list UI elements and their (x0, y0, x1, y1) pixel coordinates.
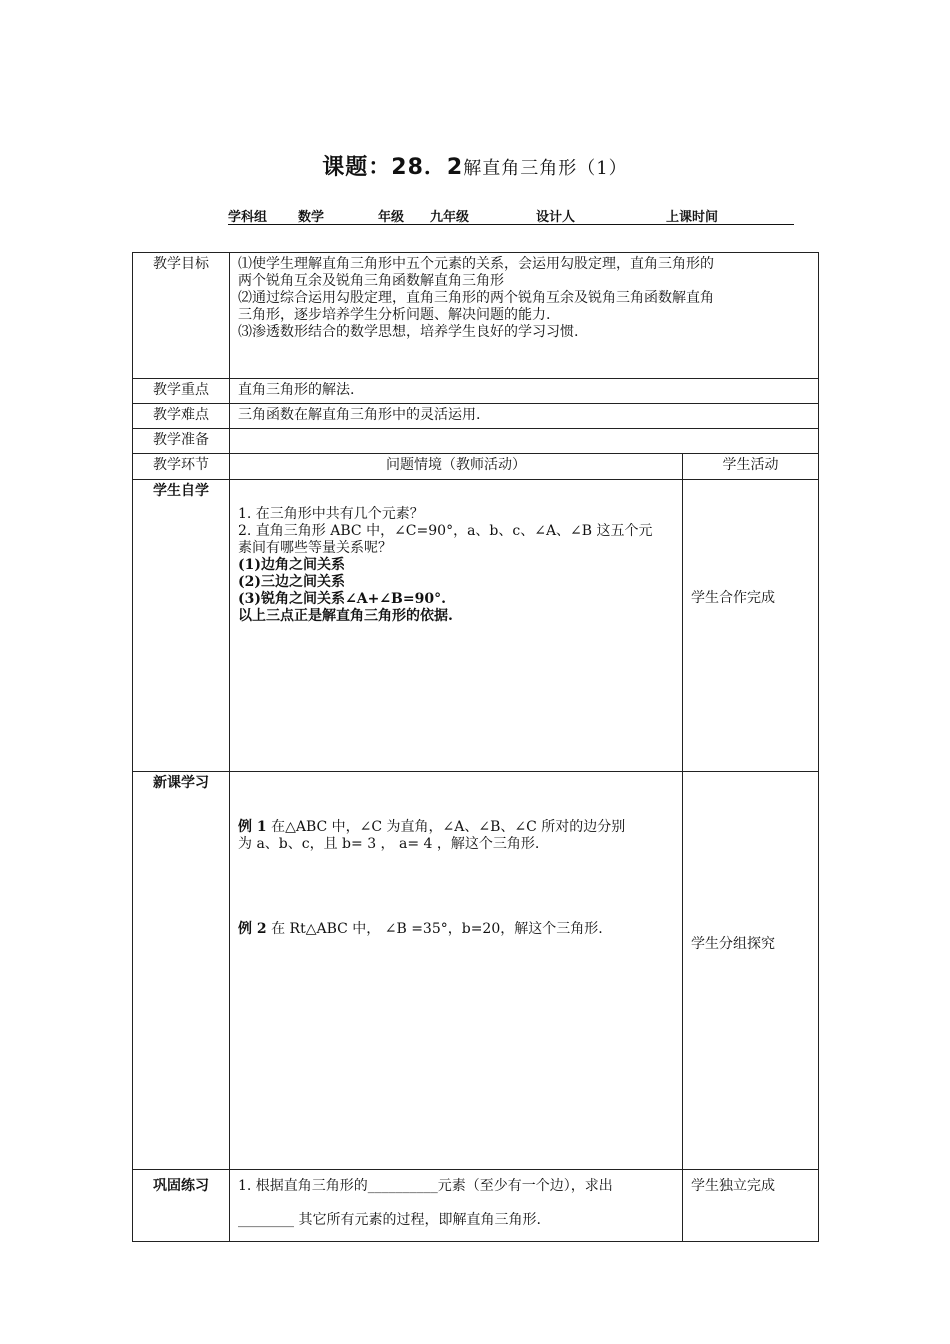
designer-label: 设计人 (536, 210, 576, 225)
teacher-activity-header: 问题情境（教师活动） (230, 454, 683, 480)
row-focus (133, 379, 819, 404)
example-2-text: 在 Rt△ABC 中， ∠B =35°，b=20，解这个三角形. (266, 921, 603, 937)
example-1-line-1 (238, 819, 674, 836)
student-activity-header: 学生活动 (683, 454, 819, 480)
difficulty-label: 教学难点 (133, 404, 230, 429)
self-study-line: 1. 在三角形中共有几个元素？ (238, 506, 424, 522)
example-2-tag: 例 2 (238, 921, 267, 937)
new-lesson-label: 新课学习 (133, 772, 230, 1170)
new-lesson-activity: 学生分组探究 (683, 772, 819, 1170)
focus-label: 教学重点 (133, 379, 230, 404)
goal-line: 两个锐角互余及锐角三角函数解直角三角形 (238, 273, 504, 289)
self-study-label: 学生自学 (133, 480, 230, 772)
difficulty-text: 三角函数在解直角三角形中的灵活运用. (230, 404, 819, 429)
goal-line: ⑶渗透数形结合的数学思想，培养学生良好的学习习惯. (238, 324, 579, 340)
example-1-text: 在△ABC 中，∠C 为直角，∠A、∠B、∠C 所对的边分别 (266, 819, 626, 835)
row-difficulty (133, 404, 819, 429)
self-study-content (230, 480, 683, 772)
grade-value: 九年级 (430, 210, 470, 225)
subject-value: 数学 (298, 210, 325, 225)
row-header (133, 454, 819, 480)
row-new-lesson (133, 772, 819, 1170)
goals-label: 教学目标 (133, 253, 230, 379)
practice-activity: 学生独立完成 (683, 1170, 819, 1242)
self-study-bold-line: (1)边角之间关系 (238, 557, 345, 573)
row-prep (133, 429, 819, 454)
class-time-label: 上课时间 (666, 210, 719, 225)
goal-line: 三角形，逐步培养学生分析问题、解决问题的能力. (238, 307, 551, 323)
example-1-tag: 例 1 (238, 819, 267, 835)
title-rest: 解直角三角形（1） (463, 158, 628, 179)
self-study-bold-line: (3)锐角之间关系∠A+∠B=90°. (238, 591, 446, 607)
meta-line (228, 206, 794, 225)
example-1-line-2: 为 a、b、c，且 b= 3 ， a= 4 ，解这个三角形. (238, 836, 540, 852)
page-title (0, 150, 950, 181)
row-goals (133, 253, 819, 379)
self-study-line: 素间有哪些等量关系呢？ (238, 540, 392, 556)
practice-content (230, 1170, 683, 1242)
self-study-line: 2. 直角三角形 ABC 中，∠C=90°，a、b、c、∠A、∠B 这五个元 (238, 523, 653, 539)
title-lead: 课题：28．2 (322, 155, 464, 180)
focus-text: 直角三角形的解法. (230, 379, 819, 404)
row-self-study (133, 480, 819, 772)
practice-line-1: 1. 根据直角三角形的__________元素（至少有一个边），求出 (238, 1178, 613, 1194)
goal-line: ⑵通过综合运用勾股定理，直角三角形的两个锐角互余及锐角三角函数解直角 (238, 290, 714, 306)
prep-label: 教学准备 (133, 429, 230, 454)
goal-line: ⑴使学生理解直角三角形中五个元素的关系，会运用勾股定理，直角三角形的 (238, 256, 714, 272)
lesson-plan-table (132, 252, 819, 1242)
practice-line-2: ________ 其它所有元素的过程，即解直角三角形. (238, 1212, 541, 1228)
self-study-bold-line: 以上三点正是解直角三角形的依据. (238, 608, 453, 624)
self-study-activity: 学生合作完成 (683, 480, 819, 772)
goals-content (230, 253, 819, 379)
new-lesson-content (230, 772, 683, 1170)
stage-header: 教学环节 (133, 454, 230, 480)
subject-group-label: 学科组 (228, 210, 268, 225)
self-study-bold-line: (2)三边之间关系 (238, 574, 345, 590)
grade-label: 年级 (378, 210, 405, 225)
example-2-line (238, 921, 674, 938)
row-practice (133, 1170, 819, 1242)
practice-label: 巩固练习 (133, 1170, 230, 1242)
prep-text (230, 429, 819, 454)
